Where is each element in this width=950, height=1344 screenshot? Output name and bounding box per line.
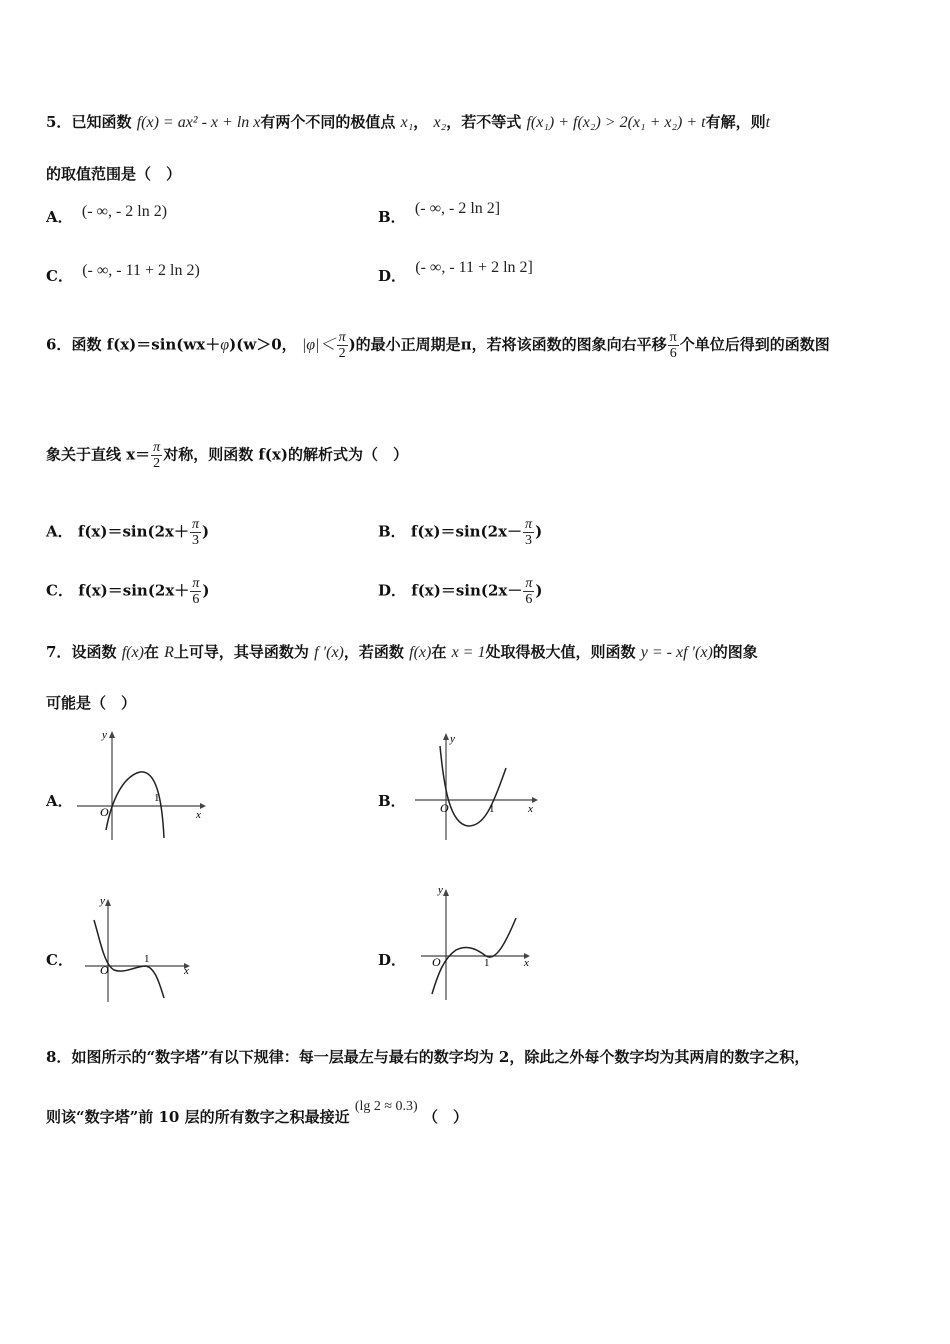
q8-tail: （ ）: [422, 1108, 468, 1126]
q7-graph-c-y-arrow: [105, 899, 111, 906]
q6-pi-over-6: [668, 330, 679, 361]
q6-option-a-frac: [190, 517, 201, 548]
q7-graph-b-y-arrow: [443, 733, 449, 740]
q7-graph-b-x-arrow: [532, 797, 538, 803]
q6-line1: [46, 330, 830, 361]
q6-shift-den: 6: [669, 346, 677, 361]
q7-text3: 上可导，其导函数为: [173, 643, 309, 661]
q5-line2: 的取值范围是（ ）: [46, 165, 182, 183]
q7-text5: 在: [431, 643, 447, 661]
q5-option-c-label: C．: [46, 267, 73, 285]
q6-option-c-num: π: [192, 576, 200, 591]
q7-x-eq-1: x = 1: [451, 644, 486, 661]
q8-text1: 如图所示的“数字塔”有以下规律：每一层最左与最右的数字均为 2，除此之外每个数字均为其两肩的数字之积，: [71, 1048, 810, 1066]
q6-option-a-num: π: [192, 517, 200, 532]
q6-pi-den: 2: [338, 346, 346, 361]
q6-option-d[interactable]: [378, 576, 543, 607]
q5-tvar: t: [765, 114, 771, 131]
q6-phi: φ: [220, 336, 230, 354]
q7-line1: [46, 641, 758, 662]
q7-graph-a-y-arrow: [109, 731, 115, 738]
q7-option-b-label[interactable]: B．: [378, 792, 406, 810]
q6-number: 6．: [46, 335, 72, 354]
q8-number: 8．: [46, 1048, 72, 1066]
q6-option-c-frac: [190, 576, 201, 607]
q7-R: R: [164, 644, 174, 661]
q5-option-b-label: B．: [378, 208, 406, 226]
q6-option-d-num: π: [525, 576, 533, 591]
q7-graph-a[interactable]: [72, 728, 212, 848]
q5-text3: ，若不等式: [446, 113, 522, 131]
q6-option-b-post: ): [535, 522, 543, 541]
q7-number: 7．: [46, 643, 72, 661]
q7-y-func: y = - xf ′(x): [640, 644, 713, 661]
q7-graph-c-origin: O: [100, 963, 109, 977]
q7-graph-d[interactable]: [416, 882, 546, 1006]
q8-hint: (lg 2 ≈ 0.3): [354, 1099, 418, 1114]
q8-line1: [46, 1046, 809, 1067]
q6-option-b-pre: f(x)＝sin(2x－: [410, 522, 523, 541]
q6-option-d-post: ): [535, 581, 543, 600]
q6-option-c-post: ): [202, 581, 210, 600]
q6-text1: 函数 f(x)＝sin(wx＋: [71, 335, 221, 354]
q7-graph-d-one: 1: [484, 957, 490, 969]
q7-graph-d-x-label: x: [524, 957, 529, 969]
q7-graph-a-one: 1: [154, 792, 160, 804]
q6-option-d-frac: [523, 576, 534, 607]
q6-option-c-label: C．: [46, 581, 73, 600]
q7-text1: 设函数: [71, 643, 117, 661]
q5-option-c-value: (- ∞, - 11 + 2 ln 2): [82, 262, 200, 279]
q6-option-a-label: A．: [46, 522, 73, 541]
q6-pi-num: π: [338, 330, 346, 345]
q7-graph-d-y-arrow: [443, 889, 449, 896]
q6-option-a-pre: f(x)＝sin(2x＋: [77, 522, 189, 541]
q7-graph-b-one: 1: [489, 803, 495, 815]
q7-graph-b-y-label: y: [450, 733, 455, 745]
q6-option-a-den: 3: [192, 533, 199, 548]
q5-inequality: f(x₁) + f(x₂) > 2(x₁ + x₂) + t: [526, 114, 706, 131]
q7-option-c-label[interactable]: C．: [46, 951, 73, 969]
q6-option-b-den: 3: [525, 533, 533, 548]
q7-line2: 可能是（ ）: [46, 694, 137, 712]
q7-graph-c[interactable]: [80, 890, 210, 1008]
q7-graph-a-origin: O: [100, 805, 109, 819]
q5-function: f(x) = ax² - x + ln x: [136, 114, 261, 131]
q5-line1: [46, 111, 770, 132]
q6-shift-num: π: [669, 330, 677, 345]
q7-graph-b-x-label: x: [528, 803, 533, 815]
q7-graph-d-y-label: y: [438, 884, 443, 896]
q5-x1: x₁: [400, 114, 414, 131]
q6-option-c-den: 6: [192, 592, 200, 607]
q7-option-a-label[interactable]: A．: [46, 792, 73, 810]
q6-line2: [46, 440, 408, 471]
q6-text3: )的最小正周期是π，若将该函数的图象向右平移: [348, 335, 667, 354]
q7-graph-c-y-label: y: [100, 895, 105, 907]
q7-graph-d-origin: O: [432, 955, 441, 969]
q6-axis-den: 2: [153, 456, 161, 471]
q6-axis-frac: [151, 440, 162, 471]
q7-graph-b[interactable]: [410, 728, 550, 848]
q6-option-b-frac: [523, 517, 534, 548]
q7-graph-b-curve: [440, 746, 506, 826]
q7-graph-a-x-label: x: [196, 809, 201, 821]
q6-text4: 个单位后得到的函数图: [679, 335, 830, 354]
q7-graph-a-y-label: y: [102, 729, 107, 741]
q6-option-b-label: B．: [378, 522, 406, 541]
q5-x2: x₂: [433, 114, 447, 131]
q6-text2: )(w＞0，: [229, 335, 297, 354]
q7-graph-c-curve: [94, 920, 164, 998]
q6-line2a: 象关于直线 x＝: [46, 445, 151, 464]
q7-graph-a-x-arrow: [200, 803, 206, 809]
q6-option-c-pre: f(x)＝sin(2x＋: [78, 581, 190, 600]
q5-comma: ，: [413, 113, 429, 131]
q5-option-d-label: D．: [378, 267, 407, 285]
q5-text1: 已知函数: [71, 113, 132, 131]
q7-text6: 处取得极大值，则函数: [485, 643, 636, 661]
q7-text2: 在: [143, 643, 159, 661]
q5-option-d[interactable]: [378, 259, 533, 286]
q6-axis-num: π: [153, 440, 161, 455]
q8-line2: [46, 1099, 468, 1127]
q5-option-d-value: (- ∞, - 11 + 2 ln 2]: [415, 259, 533, 276]
q6-option-a-post: ): [202, 522, 210, 541]
q7-text7: 的图象: [712, 643, 758, 661]
q6-option-a[interactable]: [46, 517, 209, 548]
q6-option-d-pre: f(x)＝sin(2x－: [411, 581, 523, 600]
q7-fx: f(x): [121, 644, 144, 661]
q7-graph-a-curve: [106, 772, 164, 838]
q6-abs-phi: |φ|＜: [301, 336, 336, 354]
q5-number: 5．: [46, 113, 72, 131]
q6-pi-over-2: [337, 330, 348, 361]
q5-option-c[interactable]: [46, 262, 200, 286]
q6-line2b: 对称，则函数 f(x)的解析式为（ ）: [163, 445, 409, 464]
q8-text2: 则该“数字塔”前 10 层的所有数字之积最接近: [46, 1108, 350, 1126]
q5-text2: 有两个不同的极值点: [260, 113, 396, 131]
q6-option-c[interactable]: [46, 576, 209, 607]
q6-option-d-den: 6: [525, 592, 533, 607]
q5-option-a-value: (- ∞, - 2 ln 2): [81, 203, 168, 220]
q5-option-b[interactable]: [378, 200, 501, 227]
q7-derivative: f ′(x): [314, 644, 344, 661]
q5-option-a-label: A．: [46, 208, 73, 226]
q7-graph-c-x-label: x: [184, 965, 189, 977]
q7-graph-c-one: 1: [144, 953, 150, 965]
q7-text4: ，若函数: [343, 643, 404, 661]
q5-text4: 有解，则: [705, 113, 766, 131]
q5-option-b-value: (- ∞, - 2 ln 2]: [414, 200, 501, 217]
q6-option-b-num: π: [525, 517, 533, 532]
q7-option-d-label[interactable]: D．: [378, 951, 407, 969]
q6-option-b[interactable]: [378, 517, 542, 548]
q5-option-a[interactable]: [46, 203, 168, 227]
q7-graph-b-origin: O: [440, 801, 449, 815]
q7-fx2: f(x): [409, 644, 432, 661]
q6-option-d-label: D．: [378, 581, 407, 600]
